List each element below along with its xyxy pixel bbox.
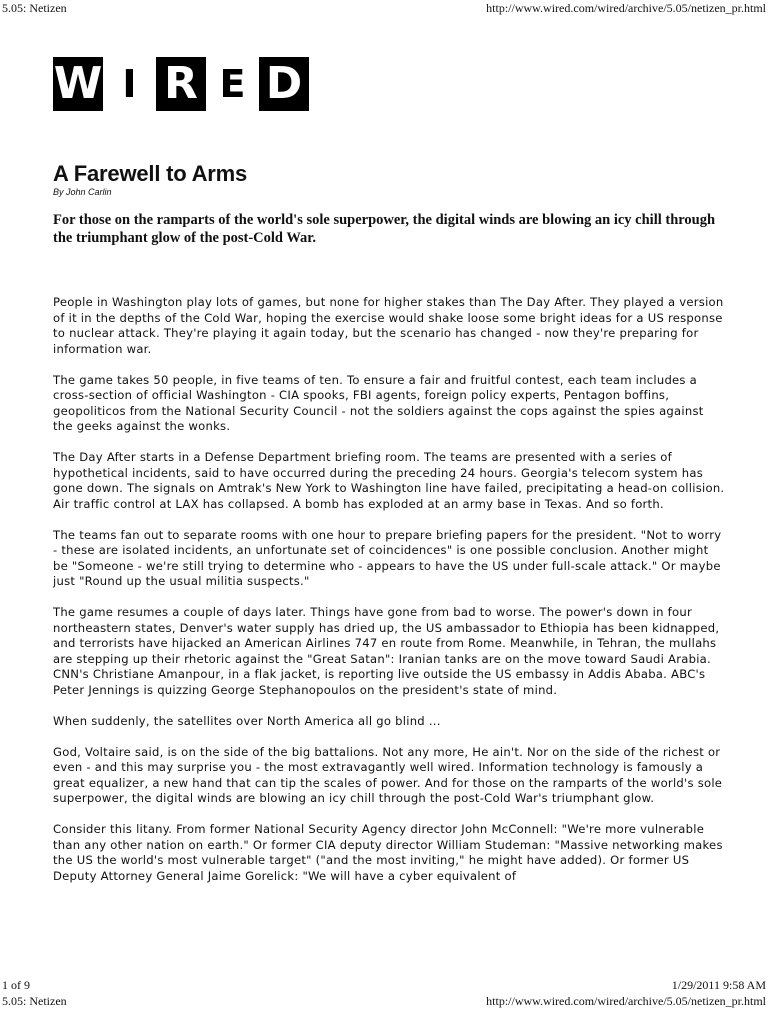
footer-timestamp: 1/29/2011 9:58 AM bbox=[671, 978, 766, 992]
browser-header-url: http://www.wired.com/wired/archive/5.05/netizen_pr.html bbox=[486, 1, 766, 15]
logo-letter-r: R bbox=[156, 57, 206, 111]
article-body bbox=[53, 295, 725, 900]
browser-header-title: 5.05: Netizen bbox=[2, 1, 67, 15]
article-paragraph: The game takes 50 people, in five teams of ten. To ensure a fair and fruitful contest, each team includes a cross-section of official Washington - CIA spooks, FBI agents, foreign policy experts, Pentagon boffins, geopoliticos from the National Security Council - not the soldiers against the cops against the spies against the geeks against the wonks. bbox=[53, 372, 704, 433]
article-byline: By John Carlin bbox=[53, 187, 112, 197]
logo-letter-w: W bbox=[53, 58, 103, 109]
article-paragraph: God, Voltaire said, is on the side of the big battalions. Not any more, He ain't. Nor on the side of the richest or even - and this may surprise you - the most extravagantly well wired. Information technology is famously a great equalizer, a new hand that can tip the scales of power. And for those on the ramparts of the world's sole superpower, the digital winds are blowing an icy chill through the post-Cold War's triumphant glow. bbox=[53, 744, 723, 805]
article-title: A Farewell to Arms bbox=[53, 161, 248, 186]
logo-letter-d: D bbox=[259, 57, 309, 111]
footer-page-number: 1 of 9 bbox=[2, 978, 30, 992]
article-paragraph: The Day After starts in a Defense Department briefing room. The teams are presented with a series of hypothetical incidents, said to have occurred during the preceding 24 hours. Georgia's telecom system has gone down. The signals on Amtrak's New York to Washington line have failed, precipitating a head-on collision. Air traffic control at LAX has collapsed. A bomb has exploded at an army base in Texas. And so forth. bbox=[53, 450, 725, 511]
article-paragraph: Consider this litany. From former National Security Agency director John McConnell: "We're more vulnerable than any other nation on earth." Or former CIA deputy director William Studeman: "Massive networking makes the US the world's most vulnerable target" ("and the most inviting," he might have added). Or former US Deputy Attorney General Jaime Gorelick: "We will have a cyber equivalent of bbox=[53, 822, 723, 883]
article-paragraph: People in Washington play lots of games, but none for higher stakes than The Day After. They played a version of it in the depths of the Cold War, hoping the exercise would shake loose some bright ideas for a US response to nuclear attack. They're playing it again today, but the scenario has changed - now they're preparing for information war. bbox=[53, 295, 724, 356]
logo-letter-i: I bbox=[103, 57, 156, 111]
article-paragraph: The game resumes a couple of days later. Things have gone from bad to worse. The power's down in four northeastern states, Denver's water supply has dried up, the US ambassador to Ethiopia has been kidnapped, and terrorists have hijacked an American Airlines 747 en route from Rome. Meanwhile, in Tehran, the mullahs are stepping up their rhetoric against the "Great Satan": Iranian tanks are on the move toward Saudi Arabia. CNN's Christiane Amanpour, in a flak jacket, is reporting live outside the US embassy in Addis Ababa. ABC's Peter Jennings is quizzing George Stephanopoulos on the president's state of mind. bbox=[53, 605, 720, 697]
article-paragraph: When suddenly, the satellites over North America all go blind ... bbox=[53, 713, 441, 728]
article-dek: For those on the ramparts of the world's sole superpower, the digital winds are blowing an icy chill through the triumphant glow of the post-Cold War. bbox=[53, 212, 716, 246]
article-paragraph: The teams fan out to separate rooms with one hour to prepare briefing papers for the president. "Not to worry - these are isolated incidents, an unfortunate set of coincidences" is one possible conclusion. Another might be "Someone - we're still trying to determine who - appears to have the US under full-scale attack." Or maybe just "Round up the usual militia suspects." bbox=[53, 527, 722, 588]
wired-logo bbox=[53, 57, 309, 111]
footer-url: http://www.wired.com/wired/archive/5.05/netizen_pr.html bbox=[486, 994, 766, 1008]
footer-title: 5.05: Netizen bbox=[2, 994, 67, 1008]
logo-letter-e: E bbox=[206, 57, 259, 111]
